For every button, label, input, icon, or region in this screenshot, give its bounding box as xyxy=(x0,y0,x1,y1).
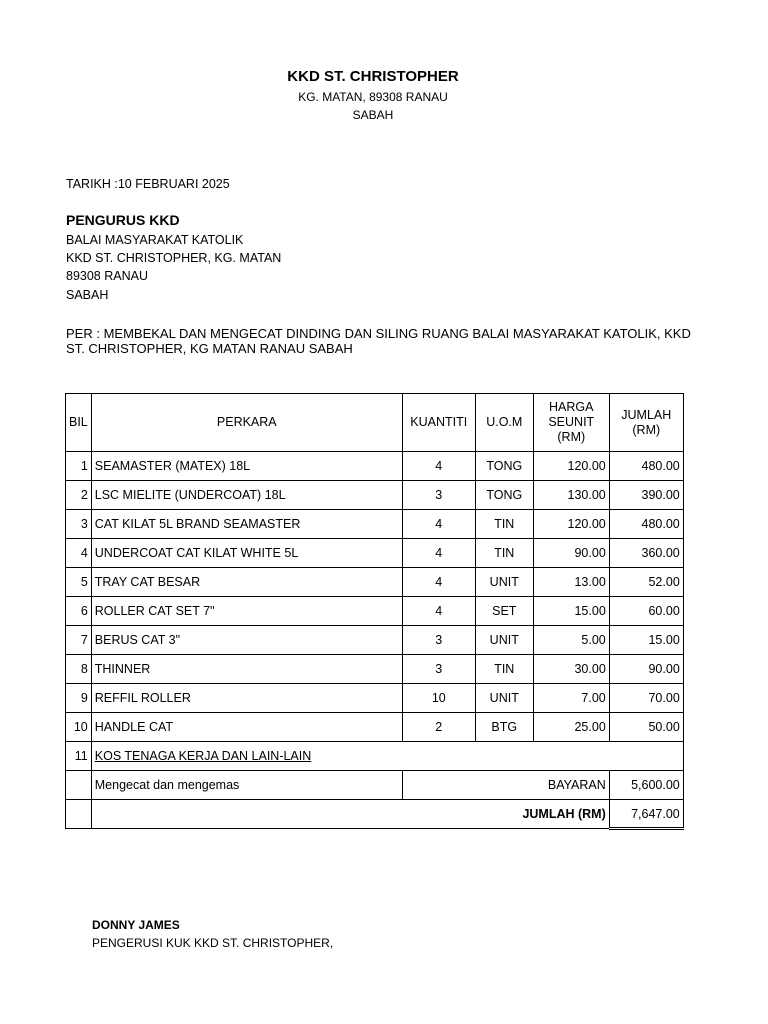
cell-jumlah: 90.00 xyxy=(609,655,683,684)
table-row xyxy=(66,713,684,742)
cell-harga: 120.00 xyxy=(533,510,609,539)
table-row xyxy=(66,626,684,655)
header-kuantiti: KUANTITI xyxy=(402,394,475,452)
cell-jumlah: 70.00 xyxy=(609,684,683,713)
cell-perkara: SEAMASTER (MATEX) 18L xyxy=(91,452,402,481)
cell-uom: TONG xyxy=(475,481,533,510)
header-perkara: PERKARA xyxy=(91,394,402,452)
date-line: TARIKH :10 FEBRUARI 2025 xyxy=(66,177,230,191)
cell-jumlah: 480.00 xyxy=(609,510,683,539)
cell-uom: SET xyxy=(475,597,533,626)
total-amount: 7,647.00 xyxy=(609,800,683,829)
cell-bil: 10 xyxy=(66,713,92,742)
cell-kuantiti: 4 xyxy=(402,568,475,597)
labour-title xyxy=(91,742,683,771)
labour-payment-label: BAYARAN xyxy=(402,771,609,800)
cell-perkara: LSC MIELITE (UNDERCOAT) 18L xyxy=(91,481,402,510)
table-header-row xyxy=(66,394,684,452)
cell-uom: UNIT xyxy=(475,568,533,597)
cell-jumlah: 360.00 xyxy=(609,539,683,568)
cell-kuantiti: 4 xyxy=(402,452,475,481)
table-row xyxy=(66,597,684,626)
cell-harga: 5.00 xyxy=(533,626,609,655)
cell-bil: 2 xyxy=(66,481,92,510)
cell-kuantiti: 3 xyxy=(402,626,475,655)
labour-title-text: KOS TENAGA KERJA DAN LAIN-LAIN xyxy=(94,749,312,763)
cell-kuantiti: 4 xyxy=(402,597,475,626)
cell-bil: 7 xyxy=(66,626,92,655)
cell-harga: 130.00 xyxy=(533,481,609,510)
cell-bil: 11 xyxy=(66,742,92,771)
cell-kuantiti: 10 xyxy=(402,684,475,713)
cell-perkara: REFFIL ROLLER xyxy=(91,684,402,713)
recipient-title: PENGURUS KKD xyxy=(66,212,180,228)
cell-kuantiti: 4 xyxy=(402,539,475,568)
organization-address-line1: KG. MATAN, 89308 RANAU xyxy=(298,90,448,104)
cell-uom: UNIT xyxy=(475,684,533,713)
organization-address-line2: SABAH xyxy=(352,108,394,122)
recipient-line: 89308 RANAU xyxy=(66,269,148,283)
cell-uom: TONG xyxy=(475,452,533,481)
subject-line: PER : MEMBEKAL DAN MENGECAT DINDING DAN SILING RUANG BALAI MASYARAKAT KATOLIK, KKD ST. CHRISTOPHER, KG MATAN RANAU SABAH xyxy=(66,326,691,356)
recipient-line: BALAI MASYARAKAT KATOLIK xyxy=(66,233,244,247)
cell-perkara: HANDLE CAT xyxy=(91,713,402,742)
labour-payment-row xyxy=(66,771,684,800)
cell-bil-empty xyxy=(66,800,92,829)
cell-perkara: BERUS CAT 3" xyxy=(91,626,402,655)
total-label: JUMLAH (RM) xyxy=(91,800,609,829)
cell-jumlah: 390.00 xyxy=(609,481,683,510)
table-row xyxy=(66,655,684,684)
header-harga: HARGA SEUNIT (RM) xyxy=(533,394,609,452)
table-row xyxy=(66,452,684,481)
labour-payment-amount: 5,600.00 xyxy=(609,771,683,800)
cell-harga: 120.00 xyxy=(533,452,609,481)
cell-harga: 13.00 xyxy=(533,568,609,597)
cell-bil: 5 xyxy=(66,568,92,597)
cell-kuantiti: 3 xyxy=(402,655,475,684)
cell-harga: 30.00 xyxy=(533,655,609,684)
table-row xyxy=(66,539,684,568)
cell-perkara: UNDERCOAT CAT KILAT WHITE 5L xyxy=(91,539,402,568)
cell-jumlah: 480.00 xyxy=(609,452,683,481)
cell-jumlah: 52.00 xyxy=(609,568,683,597)
cell-uom: TIN xyxy=(475,539,533,568)
cell-perkara: THINNER xyxy=(91,655,402,684)
cell-uom: TIN xyxy=(475,510,533,539)
cell-jumlah: 15.00 xyxy=(609,626,683,655)
table-row xyxy=(66,684,684,713)
recipient-line: SABAH xyxy=(66,288,109,302)
cell-uom: TIN xyxy=(475,655,533,684)
cell-jumlah: 50.00 xyxy=(609,713,683,742)
cell-kuantiti: 3 xyxy=(402,481,475,510)
table-row xyxy=(66,568,684,597)
cell-bil-empty xyxy=(66,771,92,800)
cell-bil: 9 xyxy=(66,684,92,713)
cell-harga: 25.00 xyxy=(533,713,609,742)
cell-kuantiti: 2 xyxy=(402,713,475,742)
header-jumlah: JUMLAH (RM) xyxy=(609,394,683,452)
cell-perkara: TRAY CAT BESAR xyxy=(91,568,402,597)
labour-title-row xyxy=(66,742,684,771)
recipient-line: KKD ST. CHRISTOPHER, KG. MATAN xyxy=(66,251,282,265)
cell-uom: BTG xyxy=(475,713,533,742)
cell-jumlah: 60.00 xyxy=(609,597,683,626)
organization-title: KKD ST. CHRISTOPHER xyxy=(287,68,459,85)
cell-harga: 15.00 xyxy=(533,597,609,626)
total-row xyxy=(66,800,684,829)
signatory-title: PENGERUSI KUK KKD ST. CHRISTOPHER, xyxy=(92,936,334,950)
cell-perkara: CAT KILAT 5L BRAND SEAMASTER xyxy=(91,510,402,539)
cell-bil: 4 xyxy=(66,539,92,568)
cell-harga: 90.00 xyxy=(533,539,609,568)
signatory-name: DONNY JAMES xyxy=(92,918,180,932)
cell-harga: 7.00 xyxy=(533,684,609,713)
cell-kuantiti: 4 xyxy=(402,510,475,539)
labour-desc: Mengecat dan mengemas xyxy=(91,771,402,800)
quotation-table xyxy=(65,393,684,830)
table-row xyxy=(66,481,684,510)
header-uom: U.O.M xyxy=(475,394,533,452)
cell-bil: 3 xyxy=(66,510,92,539)
header-bil: BIL xyxy=(66,394,92,452)
cell-bil: 8 xyxy=(66,655,92,684)
table-row xyxy=(66,510,684,539)
cell-bil: 6 xyxy=(66,597,92,626)
cell-perkara: ROLLER CAT SET 7" xyxy=(91,597,402,626)
cell-uom: UNIT xyxy=(475,626,533,655)
cell-bil: 1 xyxy=(66,452,92,481)
